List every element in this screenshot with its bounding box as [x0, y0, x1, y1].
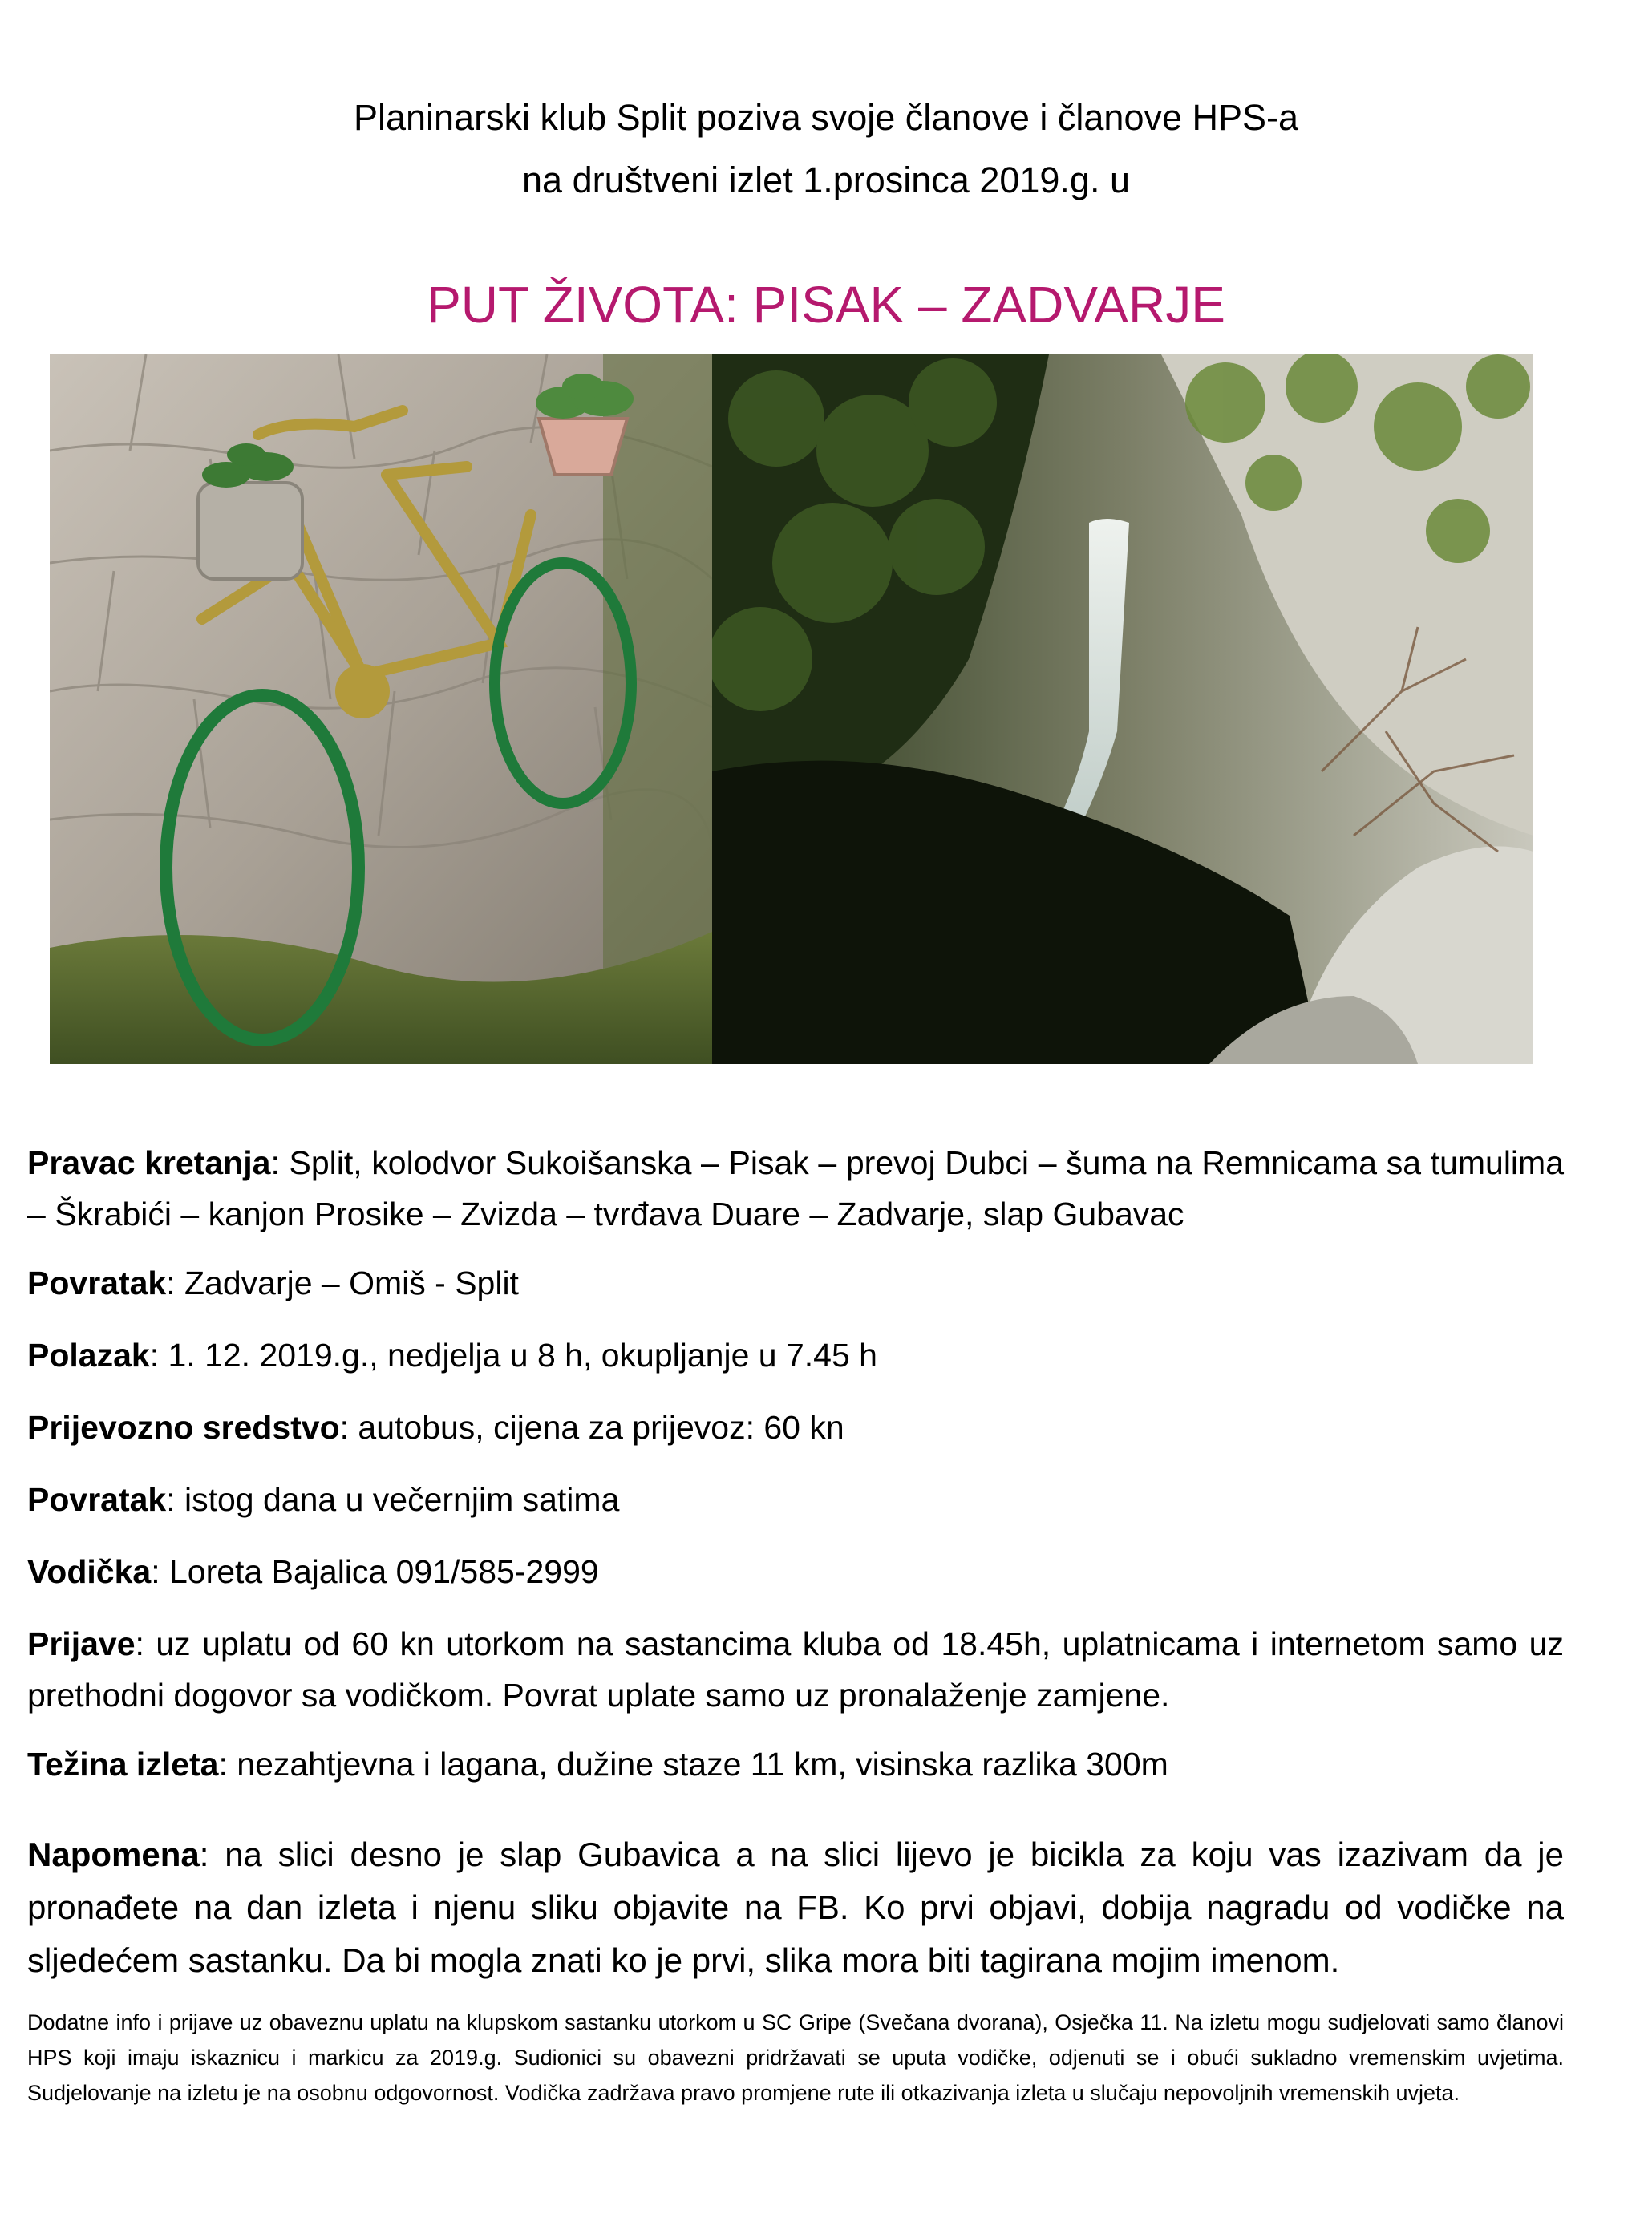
- detail-text: : Loreta Bajalica 091/585-2999: [151, 1553, 599, 1590]
- detail-label: Težina izleta: [27, 1746, 219, 1783]
- detail-label: Povratak: [27, 1481, 167, 1518]
- detail-label: Pravac kretanja: [27, 1144, 271, 1181]
- detail-text: : na slici desno je slap Gubavica a na slici lijevo je bicikla za koju vas izazivam da je pronađete na dan izleta i njenu sliku objavite na FB. Ko prvi objavi, dobija nagradu od vodičke na sljedećem sastanku. Da bi mogla znati ko je prvi, slika mora biti tagirana mojim imenom.: [27, 1835, 1564, 1979]
- detail-text: : istog dana u večernjim satima: [166, 1481, 620, 1518]
- detail-text: : Split, kolodvor Sukoišanska – Pisak – prevoj Dubci – šuma na Remnicama sa tumulima – Škrabići – kanjon Prosike – Zvizda – tvrđava Duare – Zadvarje, slap Gubavac: [27, 1144, 1565, 1232]
- intro-line-2: na društveni izlet 1.prosinca 2019.g. u: [522, 160, 1130, 200]
- footnote: Dodatne info i prijave uz obaveznu uplatu na klupskom sastanku utorkom u SC Gripe (Svečana dvorana), Osječka 11. Na izletu mogu sudjelovati samo članovi HPS koji imaju iskaznicu i markicu za 2019.g. Sudionici su obavezni pridržavati se uputa vodičke, odjenuti se i obući sukladno vremenskim uvjetima. Sudjelovanje na izletu je na osobnu odgovornost. Vodička zadržava pravo promjene rute ili otkazivanja izleta u slučaju nepovoljnih vremenskih uvjeta.: [27, 2010, 1564, 2105]
- detail-label: Povratak: [27, 1265, 167, 1301]
- event-title: PUT ŽIVOTA: PISAK – ZADVARJE: [427, 276, 1225, 334]
- detail-label: Vodička: [27, 1553, 152, 1590]
- detail-label: Polazak: [27, 1337, 150, 1374]
- bicycle-planter-photo: [50, 354, 712, 1064]
- detail-text: : nezahtjevna i lagana, dužine staze 11 km, visinska razlika 300m: [218, 1746, 1168, 1783]
- detail-label: Napomena: [27, 1835, 200, 1873]
- detail-text: : 1. 12. 2019.g., nedjelja u 8 h, okupljanje u 7.45 h: [149, 1337, 877, 1374]
- detail-registration: [27, 1618, 1564, 1721]
- detail-text: : Zadvarje – Omiš - Split: [166, 1265, 519, 1301]
- detail-route: [27, 1137, 1564, 1240]
- detail-note: [27, 1828, 1564, 1987]
- detail-label: Prijave: [27, 1625, 136, 1662]
- detail-guide: [27, 1546, 1564, 1597]
- detail-text: : autobus, cijena za prijevoz: 60 kn: [339, 1409, 844, 1446]
- detail-label: Prijevozno sredstvo: [27, 1409, 340, 1446]
- intro-line-1: Planinarski klub Split poziva svoje članove i članove HPS-a: [353, 97, 1299, 138]
- detail-departure: [27, 1330, 1564, 1381]
- photo-collage: [50, 354, 1533, 1064]
- waterfall-canyon-photo: [712, 354, 1533, 1064]
- detail-return-time: [27, 1474, 1564, 1525]
- detail-transport: [27, 1402, 1564, 1453]
- intro-text: [0, 87, 1652, 212]
- detail-return-route: [27, 1257, 1564, 1309]
- detail-text: : uz uplatu od 60 kn utorkom na sastancima kluba od 18.45h, uplatnicama i internetom samo uz prethodni dogovor sa vodičkom. Povrat uplate samo uz pronalaženje zamjene.: [27, 1625, 1564, 1714]
- detail-difficulty: [27, 1738, 1564, 1790]
